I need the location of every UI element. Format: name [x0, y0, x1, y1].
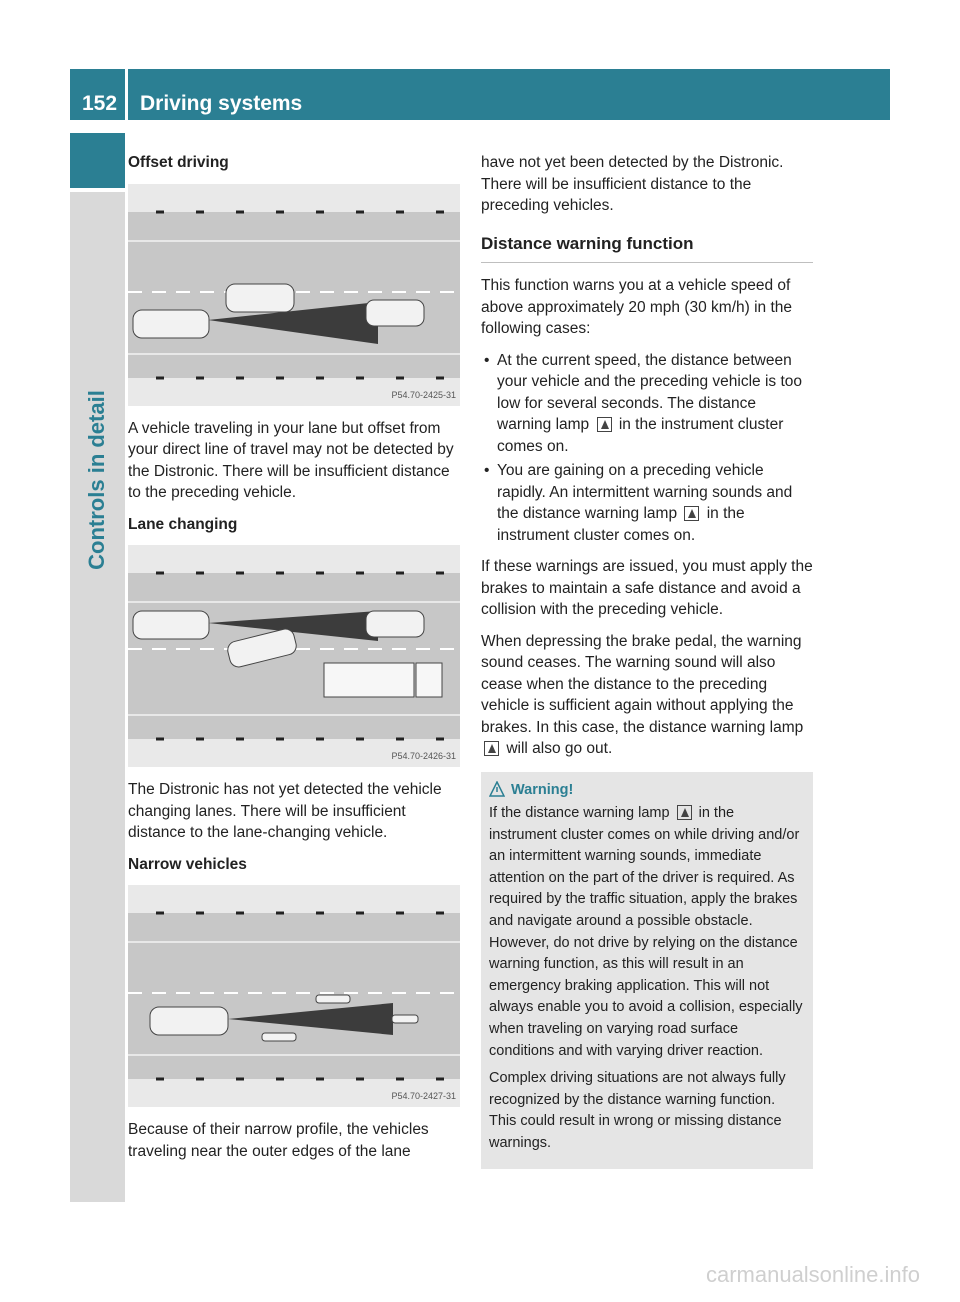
sidebar-tab: [70, 192, 125, 1202]
narrow-text: Because of their narrow profile, the vehicles traveling near the outer edges of the lane: [128, 1121, 429, 1160]
left-column: [128, 152, 460, 1172]
warning-title: Warning!: [489, 780, 805, 802]
distance-warning-lamp-icon: [684, 506, 699, 521]
intro-text: This function warns you at a vehicle speed of above approximately 20 mph (30 km/h) in the following cases:: [481, 277, 793, 337]
warning-box: [481, 772, 813, 1169]
warning-cases-list: [481, 350, 813, 547]
narrow-heading: Narrow vehicles: [128, 855, 247, 873]
continuation-text: have not yet been detected by the Distronic. There will be insufficient distance to the preceding vehicles.: [481, 154, 784, 214]
lane-changing-illustration: [128, 545, 460, 767]
distance-warning-lamp-icon: [677, 805, 692, 820]
watermark: carmanualsonline.info: [705, 1262, 920, 1287]
warning-text-2: Complex driving situations are not always fully recognized by the distance warning function. This could result in wrong or missing distance warnings.: [489, 1070, 786, 1151]
lane-figure-code: P54.70-2426-31: [391, 751, 456, 761]
right-column: [481, 152, 813, 1169]
distance-warning-lamp-icon: [484, 741, 499, 756]
list-item: • You are gaining on a preceding vehicle rapidly. An intermittent warning sounds and the distance warning lamp in the instrument cluster comes on.: [481, 460, 813, 546]
distance-warning-heading: Distance warning function: [481, 233, 813, 264]
distance-warning-lamp-icon: [597, 417, 612, 432]
list-item: • At the current speed, the distance between your vehicle and the preceding vehicle is too low for several seconds. The distance warning lamp in the instrument cluster comes on.: [481, 350, 813, 458]
offset-figure-code: P54.70-2425-31: [391, 389, 456, 400]
warning-text: If the distance warning lamp in the instrument cluster comes on while driving and/or an intermittent warning sounds, immediate attention on the part of the driver is required. As required by the traffic situation, apply the brakes and navigate around a possible obstacle. However, do not drive by relying on the distance warning function, as this will result in an emergency braking application. This will not always enable you to avoid a collision, especially when traveling on varying road surface conditions and with varying driver reaction.: [489, 805, 803, 1059]
sidebar-label: Controls in detail: [84, 390, 109, 570]
offset-heading: Offset driving: [128, 154, 229, 171]
offset-driving-illustration: [128, 184, 460, 406]
header-separator: [125, 69, 128, 120]
brakes-text: If these warnings are issued, you must apply the brakes to maintain a safe distance and avoid a collision with the preceding vehicle.: [481, 558, 813, 618]
sidebar-marker: [70, 133, 125, 188]
brake-pedal-text: When depressing the brake pedal, the warning sound ceases. The warning sound will also cease when the distance to the preceding vehicle is sufficient again without applying the brakes. In this case, the distance warning lamp will also go out.: [481, 632, 804, 757]
narrow-vehicles-illustration: [128, 885, 460, 1107]
lane-heading: Lane changing: [128, 515, 238, 533]
warning-triangle-icon: [489, 781, 505, 797]
narrow-figure-code: P54.70-2427-31: [391, 1091, 456, 1101]
section-title: Driving systems: [140, 92, 303, 115]
lane-text: The Distronic has not yet detected the vehicle changing lanes. There will be insufficient distance to the lane-changing vehicle.: [128, 781, 442, 841]
page-number: 152: [82, 92, 118, 115]
offset-text: A vehicle traveling in your lane but offset from your direct line of travel may not be detected by the Distronic. There will be insufficient distance to the preceding vehicle.: [128, 419, 454, 501]
